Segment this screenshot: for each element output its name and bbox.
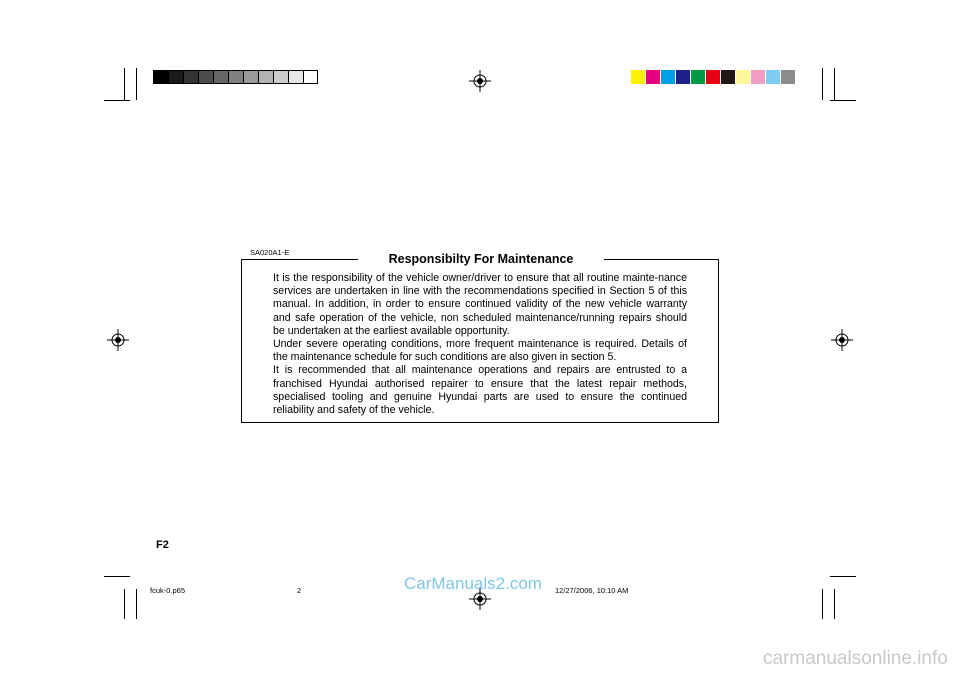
color-swatch <box>676 70 691 84</box>
color-swatch <box>766 70 781 84</box>
grayscale-bar <box>153 70 318 84</box>
crop-mark <box>136 68 137 100</box>
registration-target-icon <box>831 329 853 351</box>
color-swatch <box>168 70 183 84</box>
crop-mark <box>834 68 835 100</box>
crop-mark <box>124 68 125 100</box>
watermark-bottom[interactable]: carmanualsonline.info <box>763 648 948 669</box>
crop-mark <box>834 589 835 619</box>
color-swatch <box>198 70 213 84</box>
color-swatch <box>691 70 706 84</box>
color-swatch <box>288 70 303 84</box>
color-swatch <box>736 70 751 84</box>
color-swatch <box>706 70 721 84</box>
color-swatch <box>213 70 228 84</box>
crop-mark <box>830 100 856 101</box>
color-swatch <box>781 70 796 84</box>
footer-page: 2 <box>297 586 302 595</box>
paragraph: It is the responsibility of the vehicle owner/driver to ensure that all routine mainte-nance services are undertaken in line with the recommendations specified in Section 5 of this manual. In addition, in order to ensure continued validity of the new vehicle warranty and safe operation of the vehicle, non scheduled maintenance/running repairs should be undertaken at the earliest available opportunity. <box>273 272 687 337</box>
color-swatch <box>183 70 198 84</box>
color-swatch <box>258 70 273 84</box>
color-swatch <box>721 70 736 84</box>
page-label: F2 <box>156 539 169 551</box>
color-swatch <box>303 70 318 84</box>
crop-mark <box>104 100 130 101</box>
color-swatch <box>228 70 243 84</box>
crop-mark <box>822 68 823 100</box>
footer-datetime: 12/27/2006, 10:10 AM <box>555 586 629 595</box>
color-bar <box>631 70 796 84</box>
section-title: Responsibilty For Maintenance <box>358 251 604 267</box>
crop-mark <box>822 589 823 619</box>
paragraph: It is recommended that all maintenance operations and repairs are entrusted to a franchised Hyundai authorised repairer to ensure that the latest repair methods, specialised tooling and genuine Hyundai parts are used to ensure the continued reliability and safety of the vehicle. <box>273 364 687 417</box>
footer-file: fcuk-0.p65 <box>150 586 186 595</box>
crop-mark <box>136 589 137 619</box>
color-swatch <box>646 70 661 84</box>
color-swatch <box>661 70 676 84</box>
color-swatch <box>243 70 258 84</box>
section-code: SA020A1-E <box>250 248 290 257</box>
crop-mark <box>104 576 130 577</box>
paragraph: Under severe operating conditions, more frequent maintenance is required. Details of the maintenance schedule for such conditions are also given in section 5. <box>273 338 687 364</box>
crop-mark <box>124 589 125 619</box>
color-swatch <box>751 70 766 84</box>
crop-mark <box>830 576 856 577</box>
color-swatch <box>153 70 168 84</box>
color-swatch <box>631 70 646 84</box>
registration-target-icon <box>469 70 491 92</box>
watermark-top[interactable]: CarManuals2.com <box>404 574 542 593</box>
color-swatch <box>273 70 288 84</box>
registration-target-icon <box>107 329 129 351</box>
body-text <box>273 272 687 417</box>
